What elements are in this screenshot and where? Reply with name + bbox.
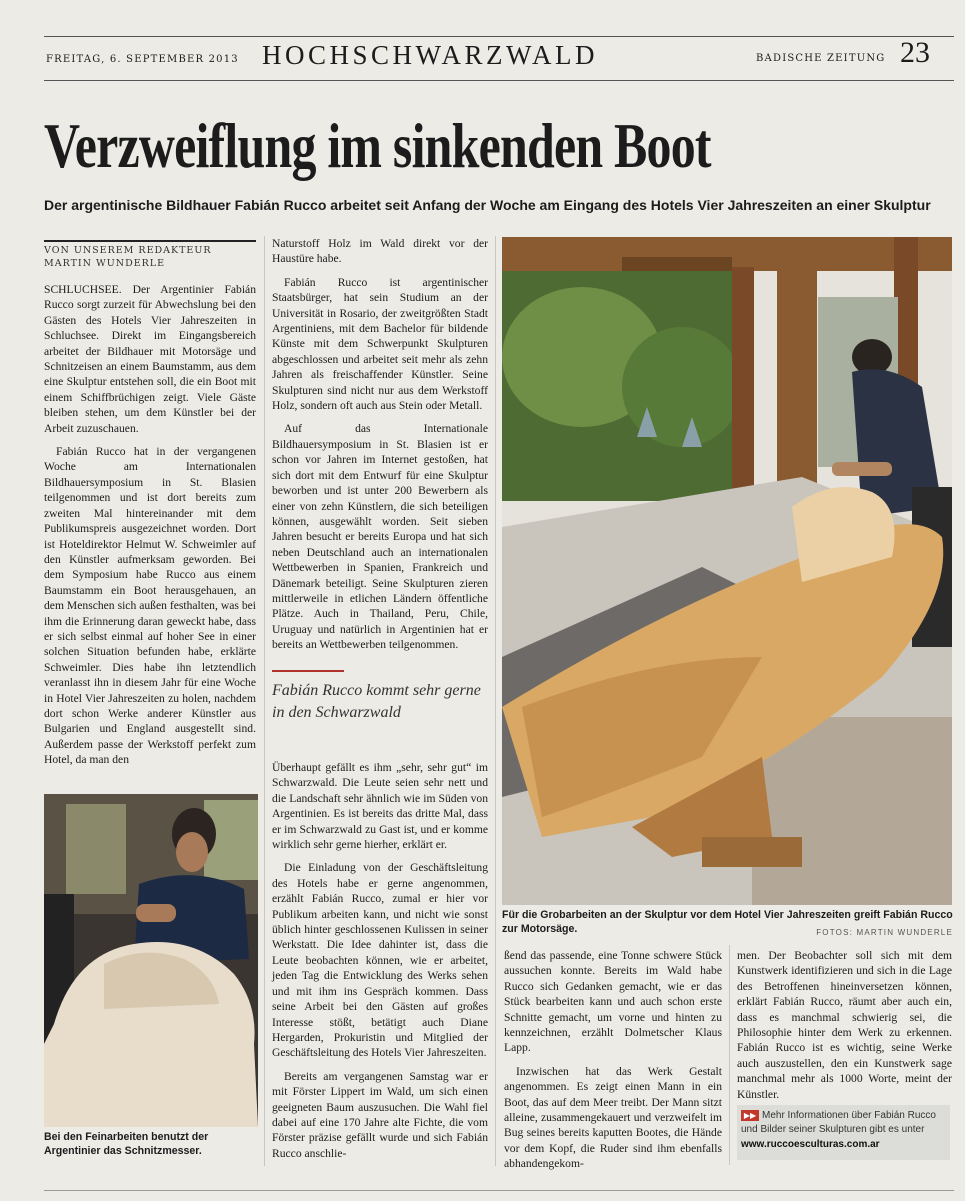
byline-role: VON UNSEREM REDAKTEUR: [44, 245, 212, 256]
pullquote: Fabián Rucco kommt sehr gerne in den Schwarzwald: [272, 682, 481, 721]
double-arrow-icon: ▶▶: [741, 1110, 759, 1121]
column-separator: [495, 236, 496, 1166]
newspaper-name: BADISCHE ZEITUNG: [756, 53, 886, 64]
headline: Verzweiflung im sinkenden Boot: [44, 110, 711, 181]
article-column-2-bottom: [272, 760, 488, 1165]
paragraph: ßend das passende, eine Tonne schwere Stück aussuchen konnte. Bereits im Wald habe Rucco sich Gedanken gemacht, wie er das Stück bearbeiten kann und auch schon erste Schnitte gemacht, um vorne und hinten zu kennzeichnen, erzählt Dolmetscher Klaus Lapp.: [504, 949, 722, 1055]
paragraph: men. Der Beobachter soll sich mit dem Kunstwerk identifizieren und sich in die Lage des Betroffenen hineinversetzen können, erklärt Fabián Rucco, räumt aber auch ein, dass es manchmal schwierig sei, die Philosophie hinter dem Werk zu erkennen. Fabián Rucco ist es wichtig, seine Werke auch auszustellen, den ein Kunstwerk sage manchmal mehr als 1000 Worte, meint der Künstler.: [737, 949, 952, 1101]
paragraph: Die Einladung von der Geschäftsleitung des Hotels habe er gerne angenommen, erzählt Fabián Rucco, zumal er hier vor Publikum arbeiten kann, und nicht wie sonst üblich hinter geschlossenen Kulissen in seiner Werkstatt. Die Idee dahinter ist, dass die Leute beobachten können, wie er arbeitet, jeden Tag die Entwicklung des Werks sehen und mit ihm ins Gespräch kommen. Dass seine Arbeit bei den Gästen auf großes Interesse stößt, betätigt auch Diane Hergarden, Prokuristin und Mitglied der Geschäftsleitung des Hotels Vier Jahreszeiten.: [272, 861, 488, 1060]
photo-main-chainsaw: [502, 237, 952, 905]
info-box: [737, 1105, 950, 1160]
byline-author: MARTIN WUNDERLE: [44, 258, 166, 269]
paragraph: Auf das Internationale Bildhauersymposium in St. Blasien ist er schon vor Jahren im Internet gestoßen, hat sich dort mit dem Entwurf für eine Skulptur beworben und ist unter 200 Bewerbern als einer von zehn Künstlern, die sich beteiligen können, ausgewählt worden. Seit sieben Jahren besucht er bereits Europa und hat sich neben Deutschland auch an internationalen Wettbewerben in Spanien, Frankreich und Dänemark beteiligt. Seine Skulpturen zieren mittlerweile in etlichen Ländern öffentliche Plätze. Auch in Thailand, Peru, Chile, Uruguay und natürlich in Argentinien hat er bereits an Wettbewerben teilgenommen.: [272, 422, 488, 652]
byline-rule: [44, 240, 256, 242]
header-top-rule: [44, 36, 954, 37]
photo-fine-work: [44, 794, 258, 1127]
byline: [44, 244, 256, 270]
page-number: 23: [900, 36, 930, 69]
pullquote-rule: [272, 670, 344, 672]
issue-date: FREITAG, 6. SEPTEMBER 2013: [46, 54, 239, 65]
photo-main-caption: Für die Grobarbeiten an der Skulptur vor dem Hotel Vier Jahreszeiten greift Fabián Rucco zur Motorsäge.: [502, 909, 953, 935]
photo-fine-work-caption: Bei den Feinarbeiten benutzt der Argentinier das Schnitzmesser.: [44, 1131, 209, 1157]
column-separator: [729, 945, 730, 1165]
info-box-text: Mehr Informationen über Fabián Rucco und Bilder seiner Skulpturen gibt es unter: [741, 1110, 936, 1135]
section-title: HOCHSCHWARZWALD: [262, 40, 598, 70]
photo-fine-work-image: [44, 794, 258, 1127]
column-separator: [264, 236, 265, 1166]
paragraph: Inzwischen hat das Werk Gestalt angenommen. Es zeigt einen Mann in ein Boot, das auf dem Meer treibt. Der Mann sitzt alleine, zusammengekauert und verzweifelt im Bug seines bereits kaputten Bootes, die Hände vor dem Kopf, die Ruder sind ihm ebenfalls abhandengekom-: [504, 1064, 722, 1171]
header-bottom-rule: [44, 80, 954, 81]
article-column-3: [504, 948, 722, 1171]
website-link[interactable]: www.ruccoesculturas.com.ar: [741, 1139, 880, 1150]
article-column-4: [737, 948, 952, 1101]
paragraph: Fabián Rucco hat in der vergangenen Woche am Internationalen Bildhauersymposium in St. Blasien teilgenommen und ist dort bereits zum zweiten Mal hintereinander mit dem Publikumspreis ausgezeichnet worden. Dort ist Hoteldirektor Helmut W. Schweimler auf den Künstler aufmerksam geworden. Bei dem Symposium habe Rucco aus einem Baumstamm ein Boot herausgehauen, an dem Menschen sich außen festhalten, was bei ihm die Erinnerung daran geweckt habe, dass er sich selbst einmal auf hoher See in einer solchen Situation befunden habe, erklärte Schweimler. Dies habe ihn letztendlich veranlasst ihn in diesem Jahr für eine Woche in Hotel Vier Jahreszeiten zu holen, nachdem dort schon Werke anderer Künstler aus Bulgarien und England ausgestellt sind. Außerdem passe der Werkstoff perfekt zum Hotel, da man den: [44, 445, 256, 767]
paragraph: Naturstoff Holz im Wald direkt vor der Haustüre habe.: [272, 237, 488, 266]
paragraph: Fabián Rucco ist argentinischer Staatsbürger, hat sein Studium an der Universität in Rosario, der zweitgrößten Stadt Argentiniens, mit dem Bachelor für bildende Künste mit dem Schwerpunkt Skulpturen abgeschlossen und arbeitet seit mehr als zehn Jahren als freischaffender Künstler. Seine Skulpturen sind nicht nur aus dem Werkstoff Holz, sondern oft auch aus Stein oder Metall.: [272, 275, 488, 413]
subheadline: Der argentinische Bildhauer Fabián Rucco arbeitet seit Anfang der Woche am Eingang des Hotels Vier Jahreszeiten an einer Skulptur: [44, 197, 931, 213]
paragraph: Bereits am vergangenen Samstag war er mit Förster Lippert im Wald, um sich einen geeigneten Baum auszusuchen. Die Wahl fiel dabei auf eine 170 Jahre alte Fichte, die vom Förster präzise gefällt wurde und sich Fabián Rucco anschlie-: [272, 1069, 488, 1160]
article-column-2-top: [272, 236, 488, 668]
article-column-1: [44, 282, 256, 782]
paragraph: SCHLUCHSEE. Der Argentinier Fabián Rucco sorgt zurzeit für Abwechslung bei den Gästen des Hotels Vier Jahreszeiten in Schluchsee. Direkt im Eingangsbereich arbeitet der Bildhauer mit Motorsäge und Schnitzeisen an einem Baumstamm, aus dem eine Skulptur entstehen soll, die ein Boot mit einem Schiffbrüchigen zeigt. Viele Gäste bleiben stehen, um dem Künstler bei der Arbeit zuzuschauen.: [44, 283, 256, 435]
photo-credit: FOTOS: MARTIN WUNDERLE: [816, 928, 953, 937]
page-bottom-rule: [44, 1190, 954, 1191]
paragraph: Überhaupt gefällt es ihm „sehr, sehr gut“ im Schwarzwald. Die Leute seien sehr nett und die Landschaft sehr ähnlich wie im Süden von Argentinien. Es ist bereits das dritte Mal, dass er im Schwarzwald zu Gast ist, und er komme wirklich sehr gerne hierher, erklärt er.: [272, 761, 488, 852]
photo-main-image: [502, 237, 952, 905]
